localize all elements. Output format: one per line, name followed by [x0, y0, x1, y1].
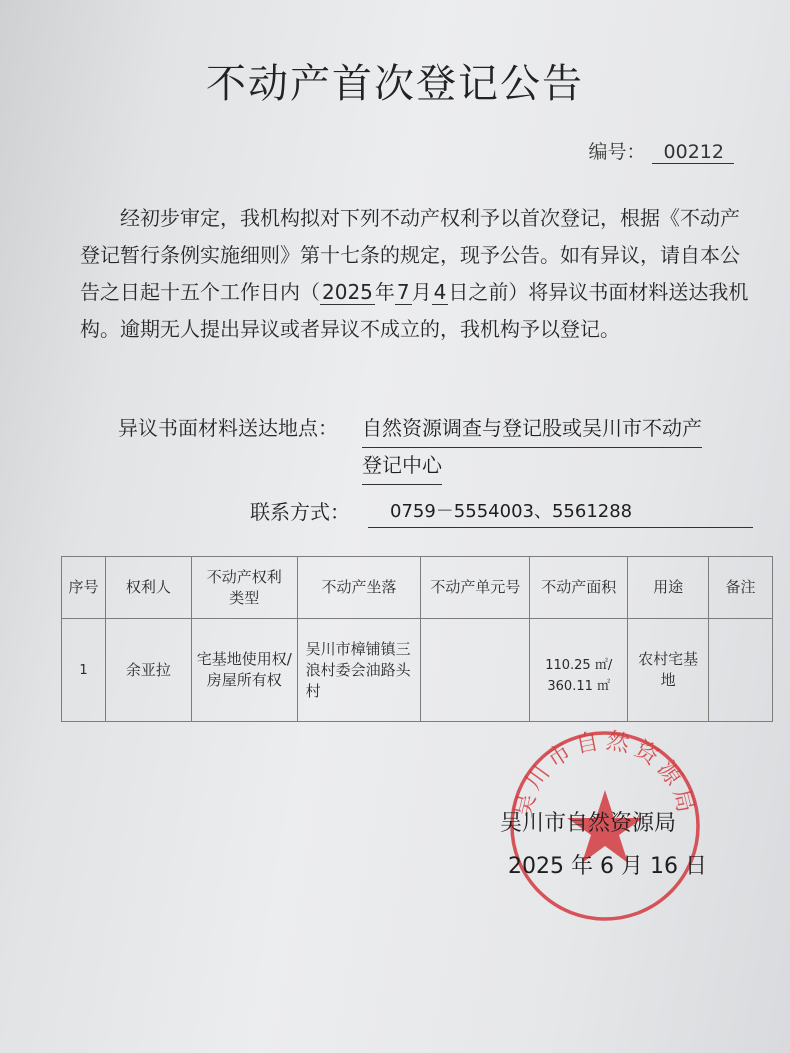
- address-value-line2: 登记中心: [362, 447, 442, 485]
- serial-label: 编号：: [588, 141, 646, 163]
- serial-value: 00212: [652, 141, 734, 164]
- table-header-row: [62, 557, 773, 619]
- cell-index: 1: [62, 619, 106, 722]
- cell-unit-number: [421, 619, 530, 722]
- table-row: [62, 619, 773, 722]
- year-unit: 年: [374, 280, 395, 304]
- cell-area: 110.25 ㎡/ 360.11 ㎡: [530, 619, 628, 722]
- header-unit-number: 不动产单元号: [421, 557, 530, 619]
- header-location: 不动产坐落: [297, 557, 421, 619]
- header-area: 不动产面积: [530, 557, 628, 619]
- notice-paragraph: [80, 200, 752, 348]
- paragraph-text-start: 经初步审定，我机构拟对下列不动产权利予以首次登记，根据《不动产登记暂行条例实施细则》第十七条的规定，现予公告。如有异议，请自本公告之日起十五个工作日内（: [80, 206, 740, 304]
- serial-number: [589, 137, 734, 164]
- cell-remarks: [709, 619, 773, 722]
- deadline-year: 2025: [322, 280, 373, 304]
- issuing-organization: 吴川市自然资源局: [500, 811, 677, 836]
- deadline-day: 4: [433, 280, 447, 304]
- property-table: [61, 556, 773, 722]
- cell-usage: 农村宅基地: [628, 619, 709, 722]
- address-value-line1: 自然资源调查与登记股或吴川市不动产: [362, 410, 702, 448]
- cell-owner: 余亚拉: [105, 619, 191, 722]
- cell-location: 吴川市樟铺镇三浪村委会油路头村: [297, 619, 421, 722]
- month-unit: 月: [411, 280, 432, 304]
- contact-value: [368, 497, 753, 528]
- deadline-month: 7: [396, 280, 410, 304]
- address-label: 异议书面材料送达地点：: [118, 416, 338, 440]
- contact-phone: 0759－5554003、5561288: [390, 501, 633, 522]
- seal-text: 吴川市自然资源局: [510, 728, 700, 820]
- header-usage: 用途: [628, 557, 709, 619]
- issue-date: 2025 年 6 月 16 日: [508, 854, 707, 879]
- header-index: 序号: [62, 557, 106, 619]
- header-right-type: 不动产权利类型: [191, 557, 297, 619]
- contact-label: 联系方式：: [250, 500, 350, 524]
- header-remarks: 备注: [709, 557, 773, 619]
- header-owner: 权利人: [105, 557, 191, 619]
- notice-title: 不动产首次登记公告: [206, 61, 584, 107]
- cell-right-type: 宅基地使用权/房屋所有权: [191, 619, 297, 722]
- paragraph-text-end: 日之前）将异议书面材料送达我机构。逾期无人提出异议或者异议不成立的，我机构予以登记。: [80, 280, 749, 341]
